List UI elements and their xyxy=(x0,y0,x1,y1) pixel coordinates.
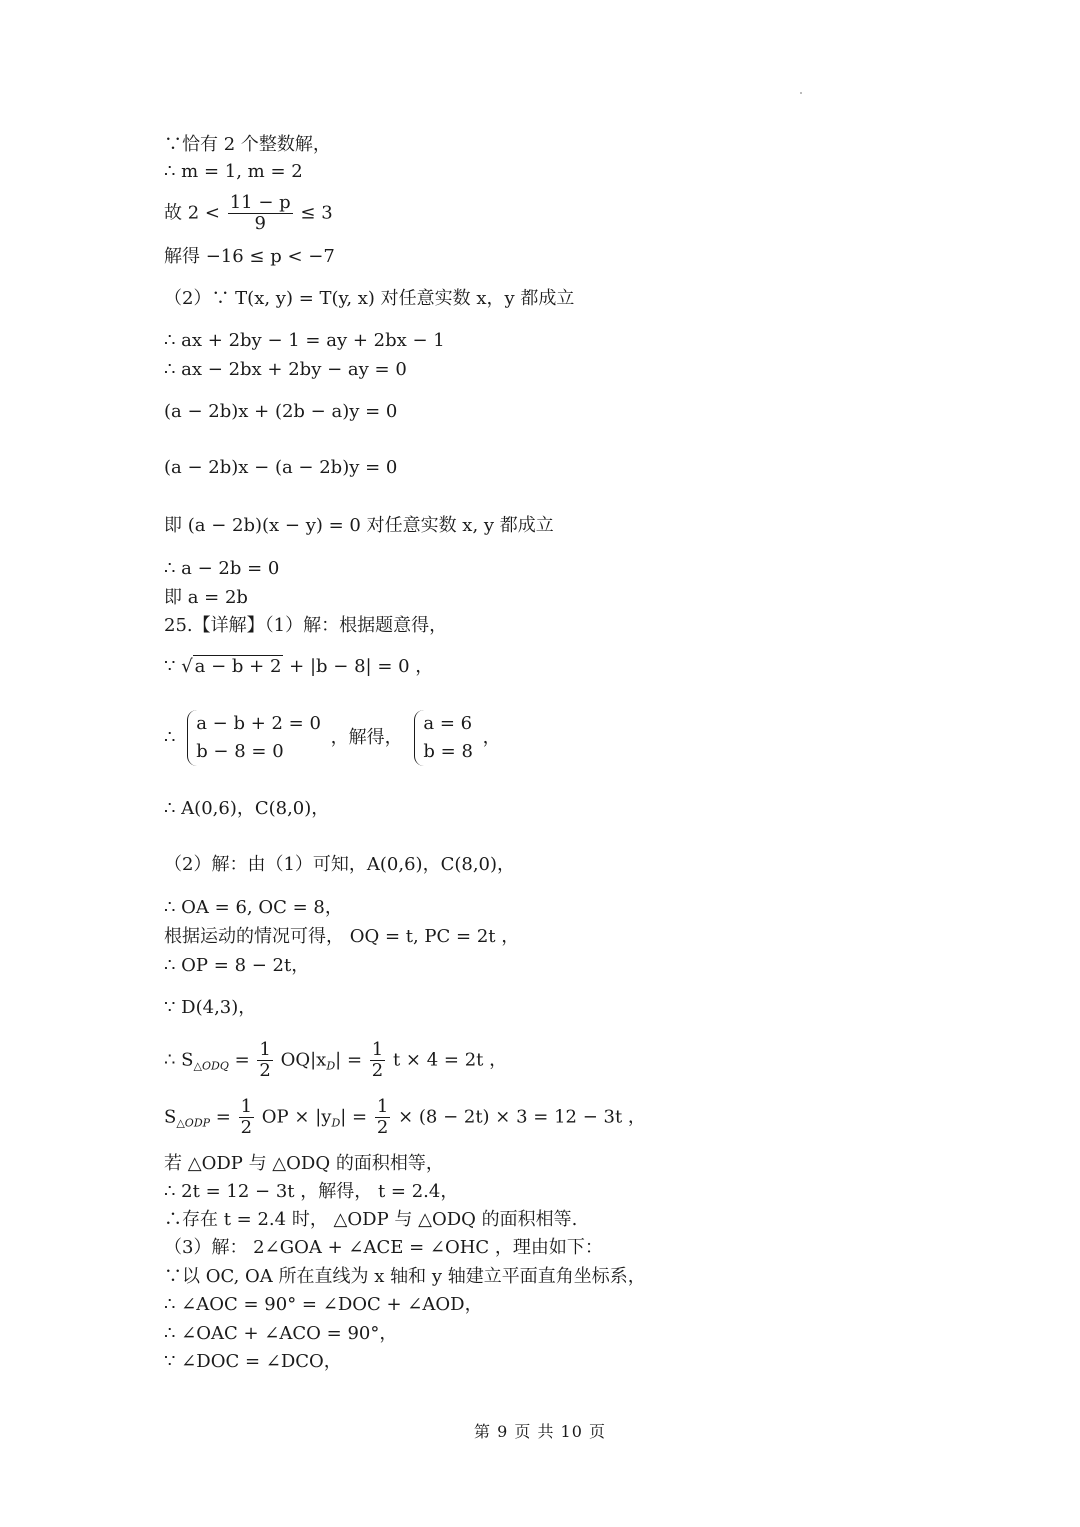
area1-half2-den: 2 xyxy=(371,1060,384,1081)
page-footer: 第 9 页 共 10 页 xyxy=(474,1422,606,1441)
line-14: ∴ A(0,6)，C(8,0)， xyxy=(164,798,330,819)
system-eq1: a − b + 2 = 0 xyxy=(196,713,321,734)
ineq-left: 2 < xyxy=(187,202,220,224)
line-20: 若 △ODP 与 △ODQ 的面积相等， xyxy=(164,1153,444,1174)
line-area-odp xyxy=(164,1097,646,1138)
area1-half2-num: 1 xyxy=(371,1039,384,1060)
system-prefix: ∴ xyxy=(164,727,176,748)
system-eq2: b − 8 = 0 xyxy=(196,741,284,762)
sqrt-rest: + |b − 8| = 0 ， xyxy=(289,656,434,677)
line-2: ∴ m = 1, m = 2 xyxy=(164,161,303,182)
solution-b: b = 8 xyxy=(423,741,473,762)
area1-sub: △ODQ xyxy=(193,1059,229,1073)
sqrt-radicand: a − b + 2 xyxy=(194,656,282,677)
area2-half-2 xyxy=(375,1097,390,1138)
line-13: 25.【详解】（1）解：根据题意得， xyxy=(164,615,448,636)
area2-sub: △ODP xyxy=(176,1116,211,1130)
system-mid: ，解得， xyxy=(330,727,403,748)
area1-tail: t × 4 = 2t ， xyxy=(392,1049,508,1071)
line-8: (a − 2b)x + (2b − a)y = 0 xyxy=(164,401,398,422)
system-end: ， xyxy=(482,727,501,748)
line-18: ∴ OP = 8 − 2t， xyxy=(164,955,310,976)
area2-half2-den: 2 xyxy=(376,1117,389,1138)
line-19: ∵ D(4,3)， xyxy=(164,997,257,1018)
area2-half2-num: 1 xyxy=(376,1096,389,1117)
line-6: ∴ ax + 2by − 1 = ay + 2bx − 1 xyxy=(164,330,445,351)
solution-a: a = 6 xyxy=(423,713,473,734)
line-12: 即 a = 2b xyxy=(164,587,248,608)
area2-half-num: 1 xyxy=(240,1096,253,1117)
line-23: （3）解： 2∠GOA + ∠ACE = ∠OHC ，理由如下： xyxy=(164,1237,603,1258)
fraction-numerator: 11 − p xyxy=(229,192,291,213)
area1-prefix: ∴ S xyxy=(164,1049,194,1071)
area2-eq: = xyxy=(215,1106,231,1128)
area2-tail: × (8 − 2t) × 3 = 12 − 3t ， xyxy=(398,1106,646,1128)
scan-speck xyxy=(800,92,802,94)
line-25: ∴ ∠AOC = 90° = ∠DOC + ∠AOD， xyxy=(164,1294,483,1315)
equation-system xyxy=(187,710,321,766)
area1-mid2: | = xyxy=(335,1049,363,1071)
sqrt-prefix: ∵ xyxy=(164,656,176,677)
line-27: ∵ ∠DOC = ∠DCO， xyxy=(164,1351,342,1372)
line-sqrt xyxy=(164,655,433,679)
line-22: ∴存在 t = 2.4 时， △ODP 与 △ODQ 的面积相等. xyxy=(164,1209,578,1230)
line-21: ∴ 2t = 12 − 3t ，解得， t = 2.4， xyxy=(164,1181,459,1202)
area1-half-den: 2 xyxy=(259,1060,271,1081)
line-area-odq xyxy=(164,1040,507,1081)
line-11: ∴ a − 2b = 0 xyxy=(164,558,280,579)
area2-mid: OP × |y xyxy=(261,1106,332,1128)
line-9: (a − 2b)x − (a − 2b)y = 0 xyxy=(164,457,398,478)
area2-half-den: 2 xyxy=(240,1117,253,1138)
area2-mid2: | = xyxy=(340,1106,368,1128)
ineq-prefix: 故 xyxy=(164,202,182,224)
line-5: （2）∵ T(x, y) = T(y, x) 对任意实数 x，y 都成立 xyxy=(164,288,575,309)
area2-prefix: S xyxy=(164,1106,177,1128)
area1-half xyxy=(257,1040,272,1081)
area1-half-num: 1 xyxy=(259,1039,271,1060)
line-17: 根据运动的情况可得， OQ = t, PC = 2t ， xyxy=(164,926,520,947)
line-10: 即 (a − 2b)(x − y) = 0 对任意实数 x, y 都成立 xyxy=(164,515,554,536)
sqrt-symbol: √ xyxy=(181,656,193,677)
line-1: ∵恰有 2 个整数解， xyxy=(164,134,331,155)
area2-half xyxy=(239,1097,254,1138)
line-4: 解得 −16 ≤ p < −7 xyxy=(164,246,335,267)
area1-mid: OQ|x xyxy=(280,1049,327,1071)
line-inequality xyxy=(164,193,333,234)
solution-system xyxy=(414,710,473,766)
area2-subd: D xyxy=(331,1116,341,1130)
area1-subd: D xyxy=(326,1059,336,1073)
line-24: ∵以 OC, OA 所在直线为 x 轴和 y 轴建立平面直角坐标系， xyxy=(164,1266,646,1287)
ineq-right: ≤ 3 xyxy=(300,202,333,224)
line-26: ∴ ∠OAC + ∠ACO = 90°， xyxy=(164,1323,398,1344)
line-7: ∴ ax − 2bx + 2by − ay = 0 xyxy=(164,359,407,380)
line-16: ∴ OA = 6, OC = 8， xyxy=(164,897,343,918)
area1-half-2 xyxy=(370,1040,385,1081)
line-system xyxy=(164,710,501,766)
fraction-denominator: 9 xyxy=(254,213,266,234)
fraction xyxy=(228,193,293,234)
area1-eq: = xyxy=(234,1049,250,1071)
line-15: （2）解：由（1）可知，A(0,6)，C(8,0)， xyxy=(164,854,516,875)
